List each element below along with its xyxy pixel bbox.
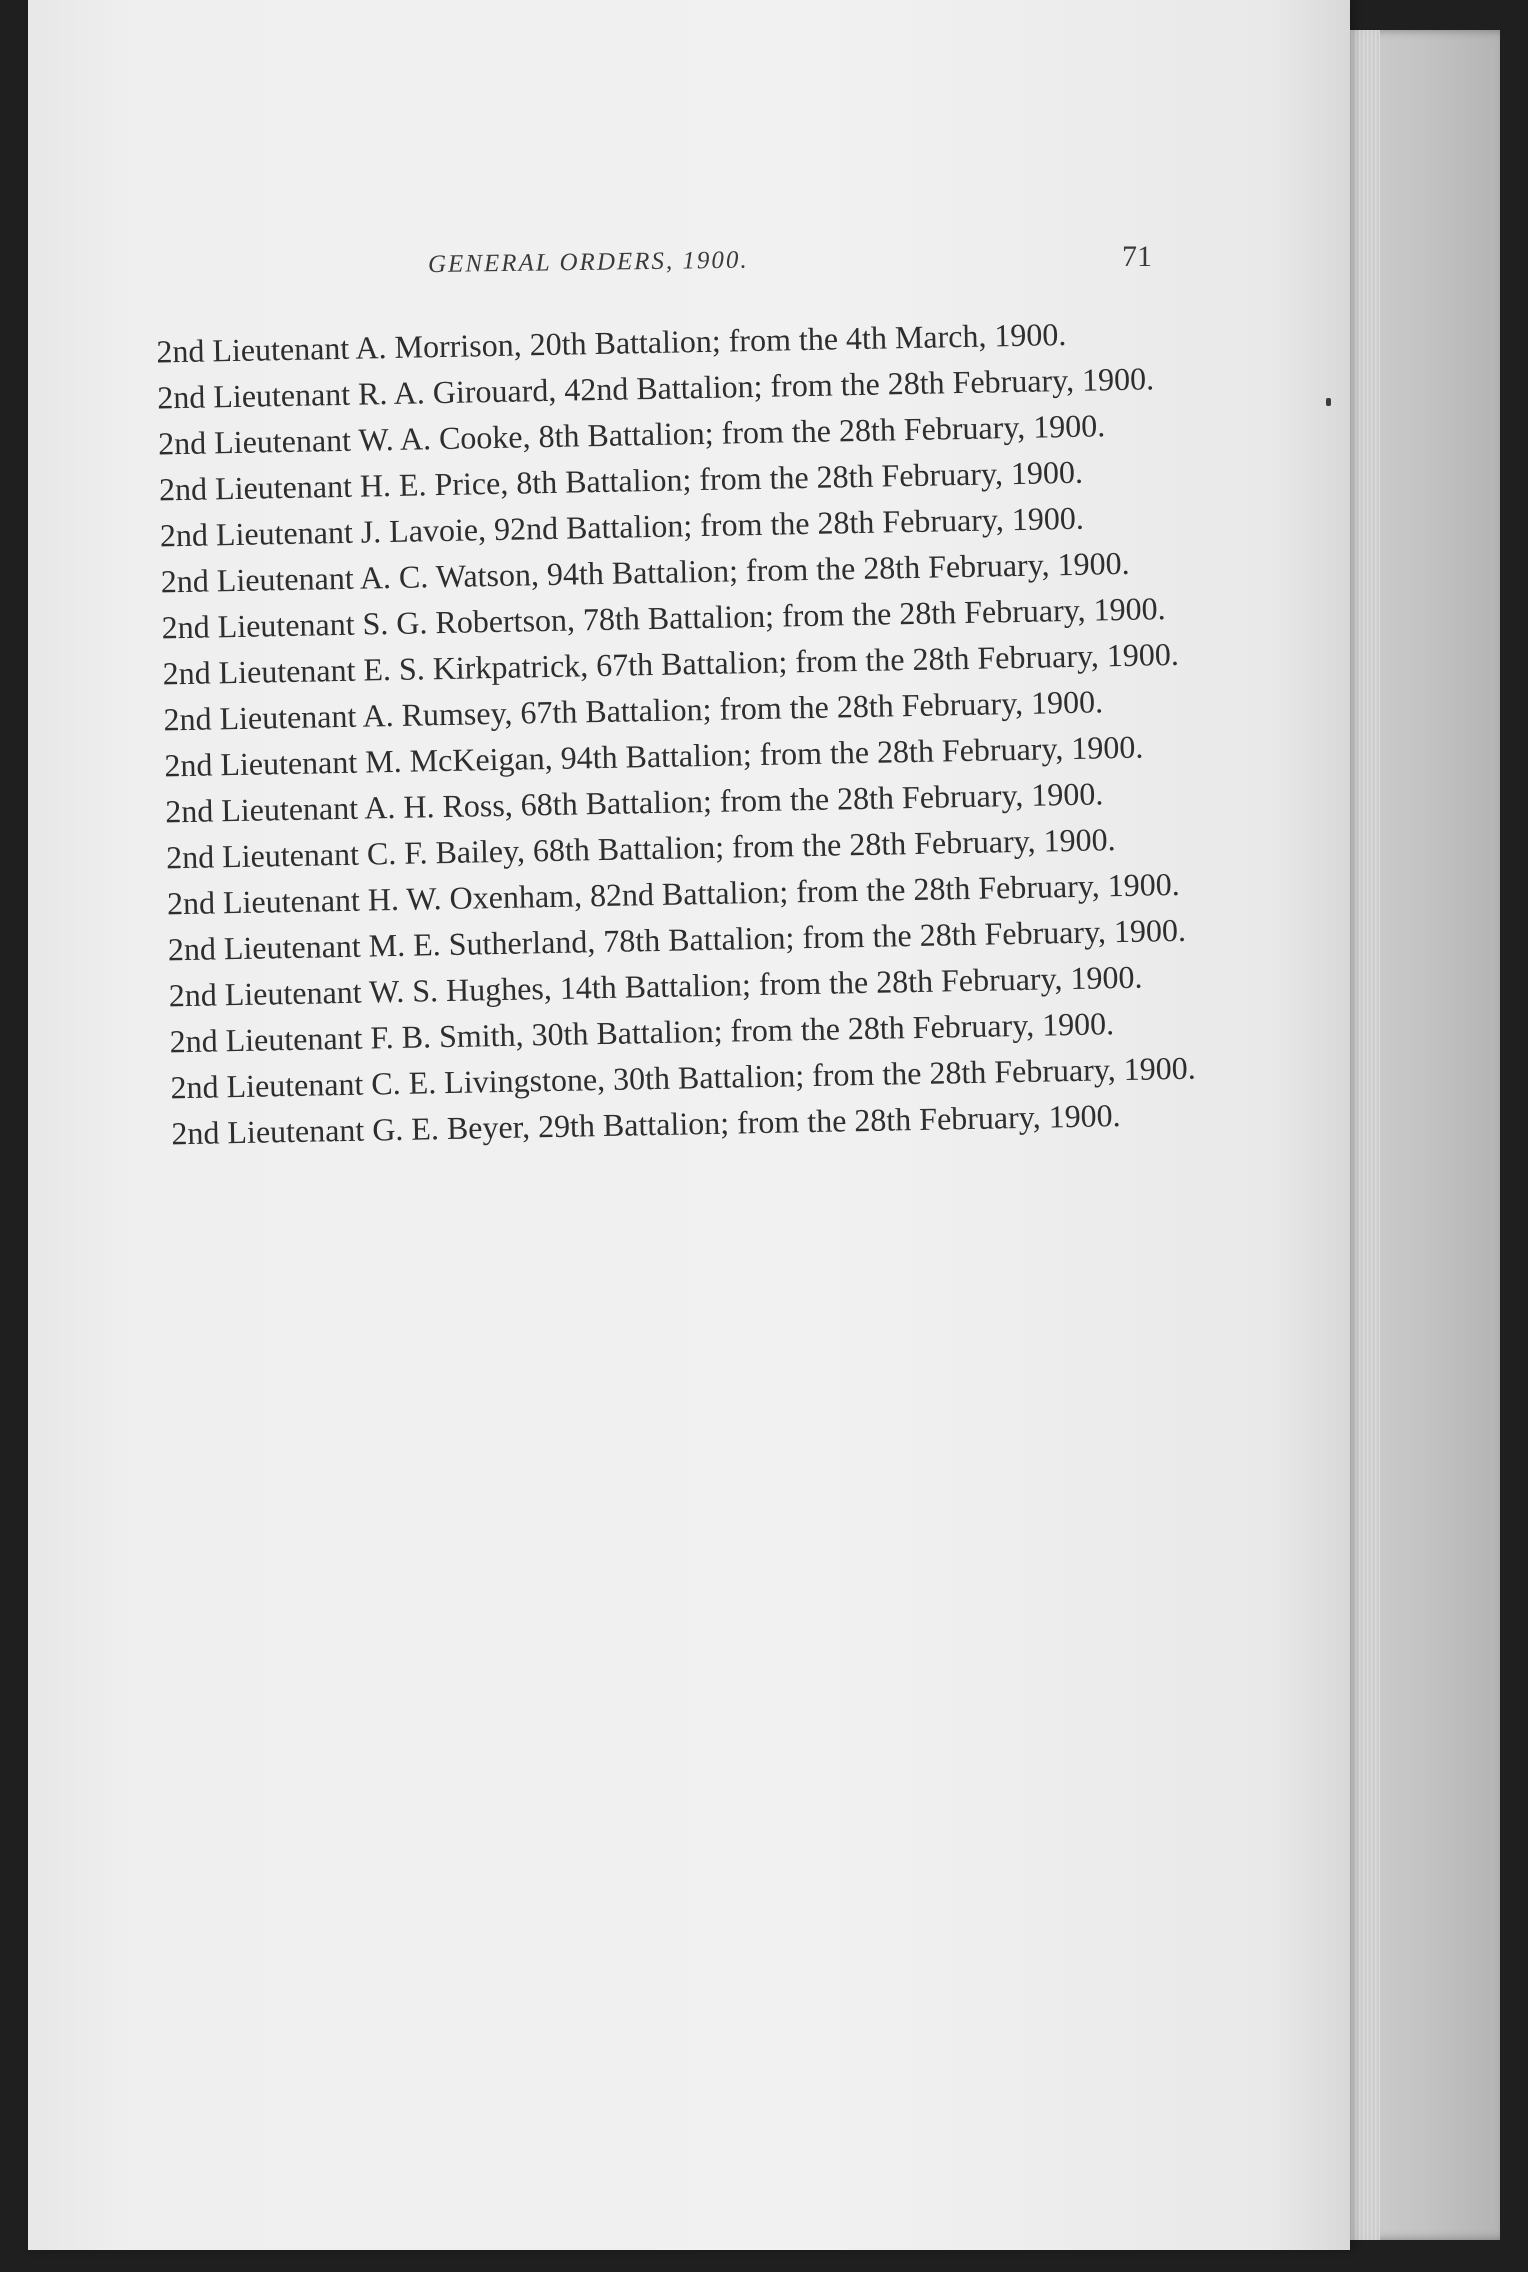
appointment-list [76,309,1202,1158]
appointment-entry: 2nd Lieutenant C. E. Livingstone, 30th Battalion; from the 28th February, 1900. [170,1049,1197,1106]
appointment-entry: 2nd Lieutenant C. F. Bailey, 68th Battalion; from the 28th February, 1900. [165,821,1116,876]
ink-speck [1326,398,1331,406]
appointment-entry: 2nd Lieutenant G. E. Beyer, 29th Battalion; from the 28th February, 1900. [171,1097,1121,1152]
appointment-entry: 2nd Lieutenant R. A. Girouard, 42nd Battalion; from the 28th February, 1900. [156,360,1155,416]
appointment-entry: 2nd Lieutenant A. Morrison, 20th Battalion; from the 4th March, 1900. [156,315,1067,370]
appointment-entry: 2nd Lieutenant H. W. Oxenham, 82nd Battalion; from the 28th February, 1900. [166,865,1181,922]
running-head: GENERAL ORDERS, 1900. [427,246,749,279]
appointment-entry: 2nd Lieutenant S. G. Robertson, 78th Battalion; from the 28th February, 1900. [161,590,1166,646]
appointment-entry: 2nd Lieutenant E. S. Kirkpatrick, 67th Battalion; from the 28th February, 1900. [162,635,1180,692]
appointment-entry: 2nd Lieutenant J. Lavoie, 92nd Battalion; from the 28th February, 1900. [159,499,1085,554]
document-page [28,0,1350,2250]
page-number: 71 [1122,240,1152,273]
appointment-entry: 2nd Lieutenant W. S. Hughes, 14th Battalion; from the 28th February, 1900. [168,958,1143,1014]
appointment-entry: 2nd Lieutenant H. E. Price, 8th Battalion; from the 28th February, 1900. [158,453,1084,508]
appointment-entry: 2nd Lieutenant A. H. Ross, 68th Battalion; from the 28th February, 1900. [164,775,1104,830]
appointment-entry: 2nd Lieutenant M. E. Sutherland, 78th Battalion; from the 28th February, 1900. [167,911,1187,968]
appointment-entry: 2nd Lieutenant F. B. Smith, 30th Battalion; from the 28th February, 1900. [169,1005,1115,1060]
appointment-entry: 2nd Lieutenant W. A. Cooke, 8th Battalion; from the 28th February, 1900. [157,407,1106,462]
appointment-entry: 2nd Lieutenant A. C. Watson, 94th Battalion; from the 28th February, 1900. [160,544,1130,600]
appointment-entry: 2nd Lieutenant A. Rumsey, 67th Battalion; from the 28th February, 1900. [163,683,1104,738]
appointment-entry: 2nd Lieutenant M. McKeigan, 94th Battalion; from the 28th February, 1900. [164,728,1144,784]
